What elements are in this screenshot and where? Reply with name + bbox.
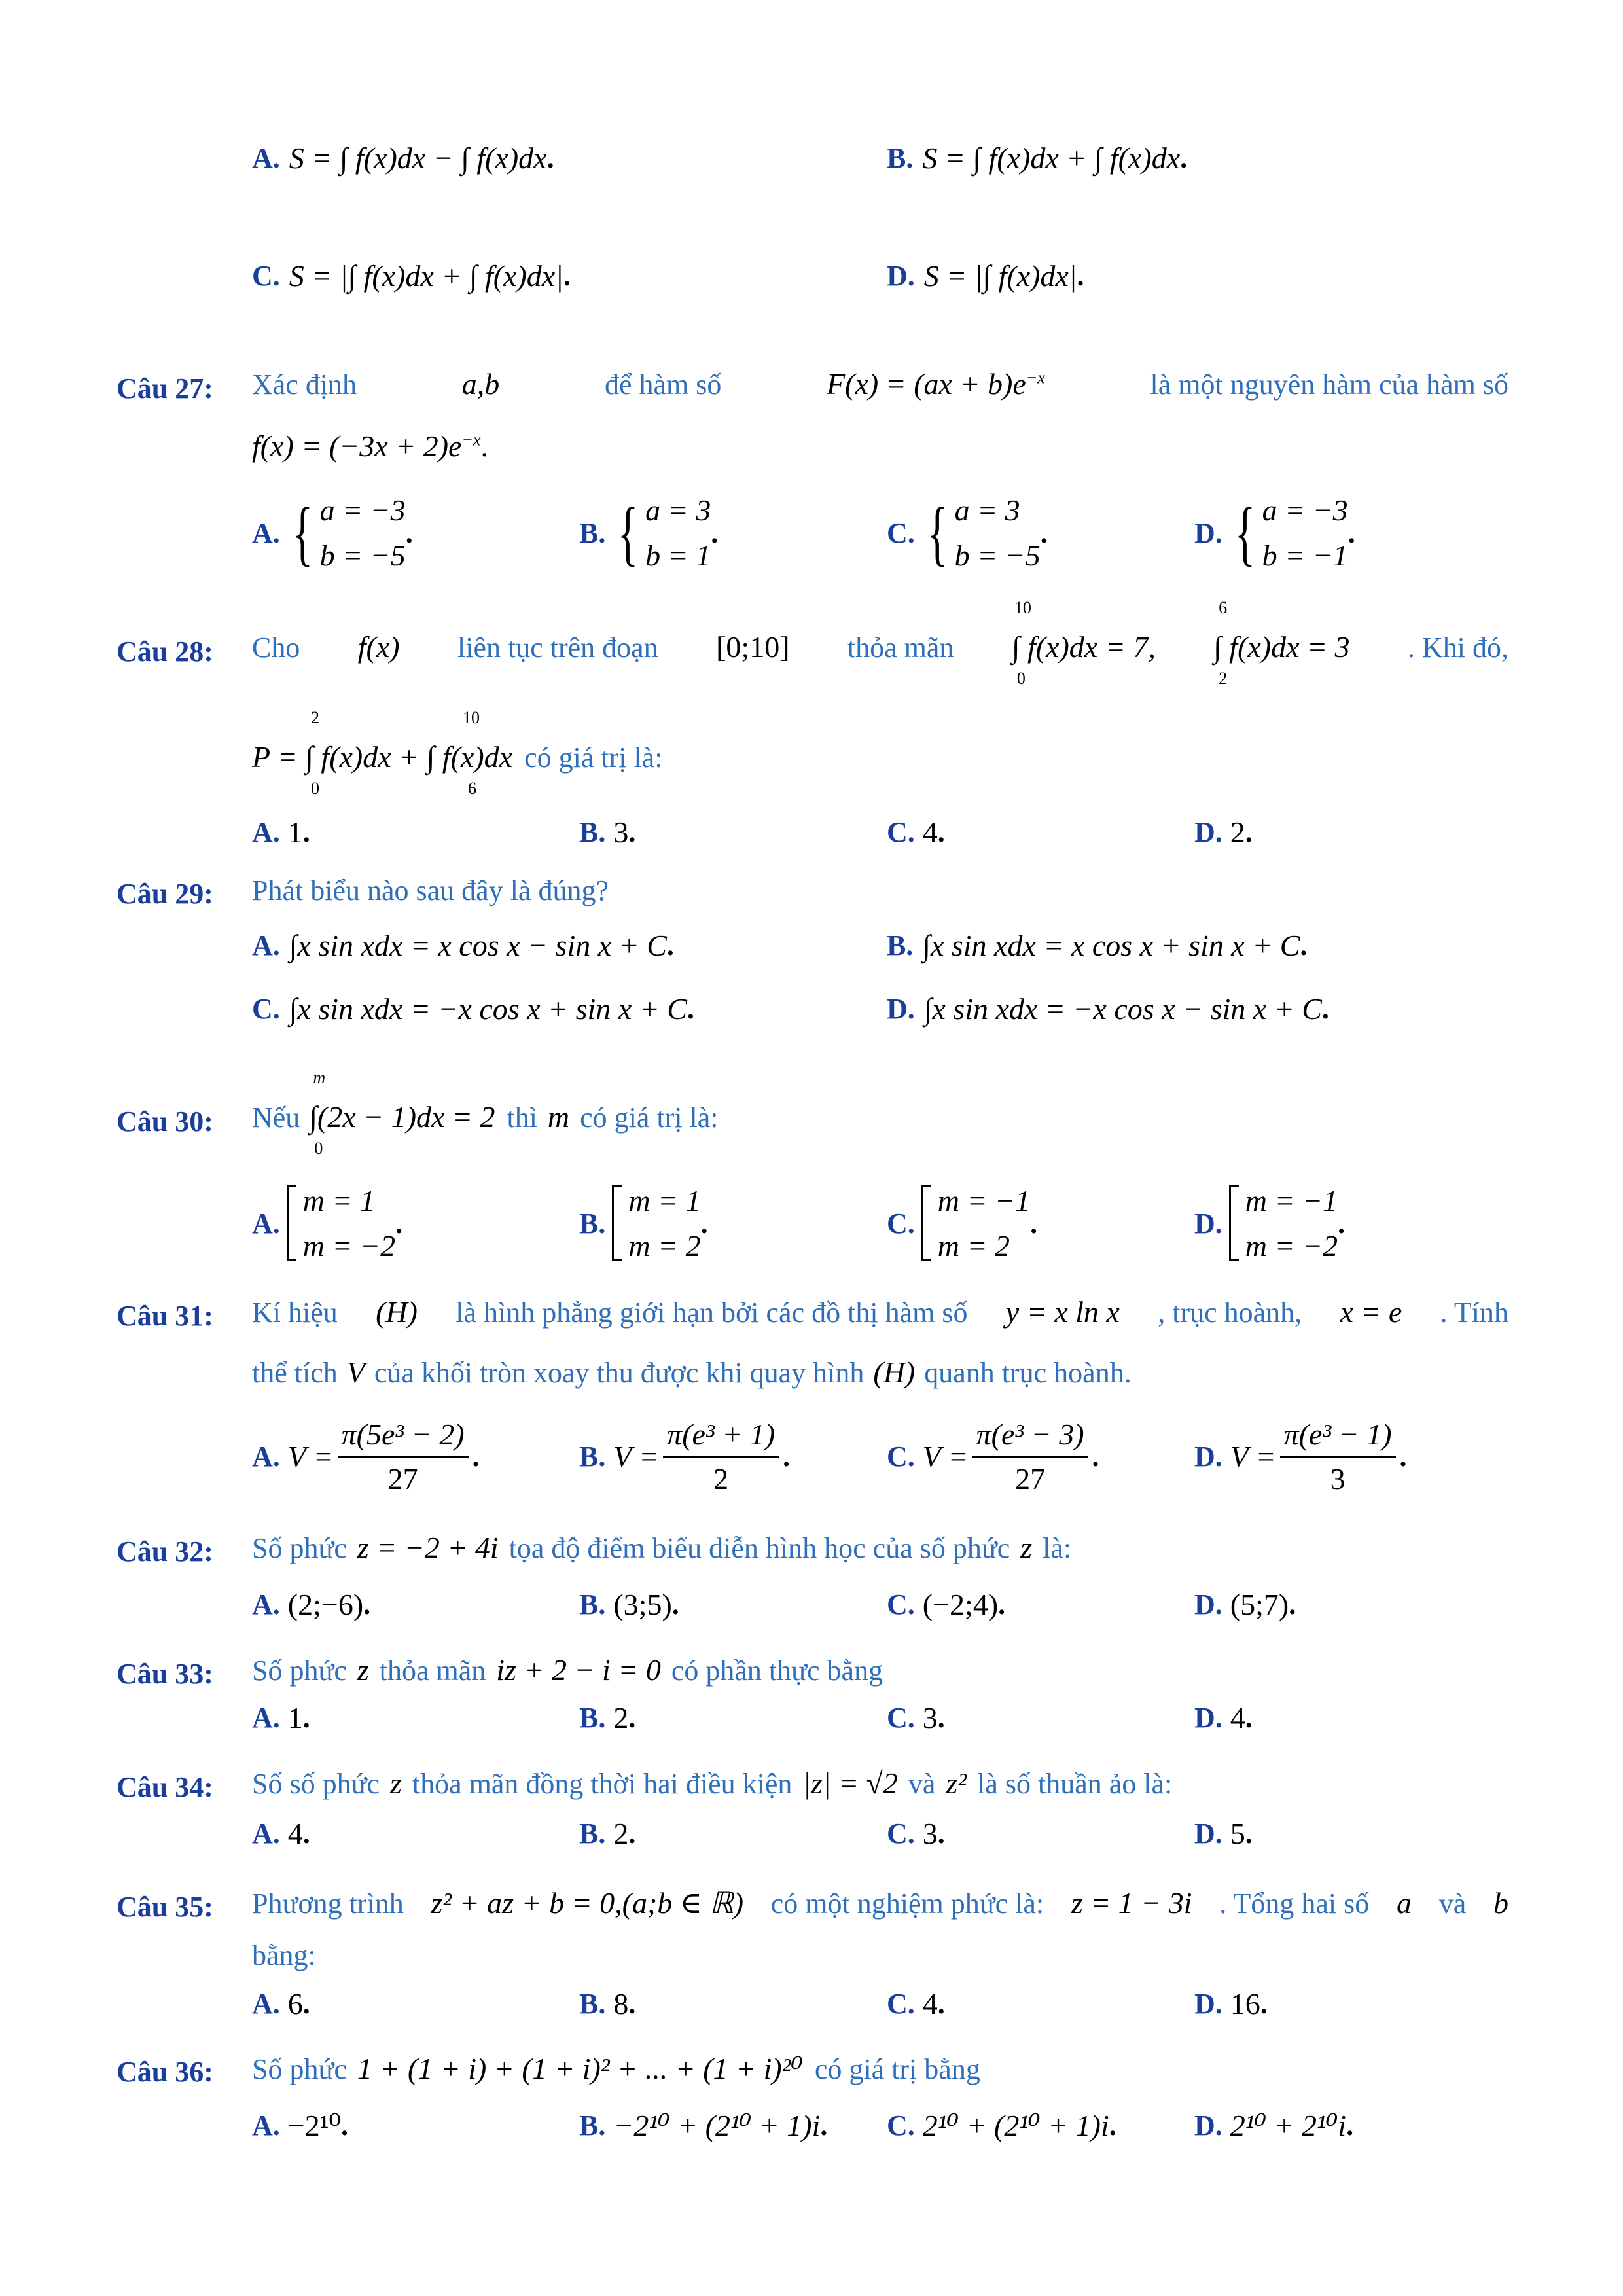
q26-option-a: A. S = ∫ f(x)dx − ∫ f(x)dx . (252, 141, 554, 175)
q26-option-b: B. S = ∫ f(x)dx + ∫ f(x)dx . (887, 141, 1188, 175)
q32-option-b: B. (3;5) . (579, 1588, 679, 1621)
q33-option-a: A. 1 . (252, 1701, 310, 1734)
q36-text: Số phức 1 + (1 + i) + (1 + i)² + ... + (1 + i)²⁰ có giá trị bằng (252, 2052, 980, 2085)
q34-text: Số số phức z thỏa mãn đồng thời hai điều kiện |z| = √2 và z² là số thuần ảo là: (252, 1767, 1173, 1800)
q36-option-b: B. −2¹⁰ + (2¹⁰ + 1)i . (579, 2109, 828, 2142)
q33-option-d: D. 4 . (1194, 1701, 1253, 1734)
q35-text: Phương trình z² + az + b = 0,(a;b ∈ ℝ) có một nghiệm phức là: z = 1 − 3i . Tổng hai số a và b (252, 1886, 1508, 1920)
question-label: Câu 33: (116, 1658, 213, 1690)
q28-option-c: C. 4 . (887, 816, 945, 849)
q28-line2: 2 0 10 6 P = ∫ f(x)dx + ∫ f(x)dx có giá trị là: (252, 708, 663, 798)
q30-option-c: C. m = −1 m = 2 . (887, 1184, 1038, 1263)
q31-option-d: D. V = $\frac{\text{π(e³ − 1)}}{3}$ . (1194, 1418, 1407, 1496)
q33-option-b: B. 2 . (579, 1701, 636, 1734)
q36-option-a: A. −2¹⁰ . (252, 2109, 348, 2142)
q32-option-d: D. (5;7) . (1194, 1588, 1296, 1621)
q28-text: Cho f(x) liên tục trên đoạn [0;10] thỏa mãn 10 0 ∫ f(x)dx = 7, 6 2 ∫ f(x)dx = 3 . Khi đó, (252, 598, 1508, 688)
q28-option-a: A. 1 . (252, 816, 310, 849)
q26-a-expr: S = ∫ f(x)dx − ∫ f(x)dx (289, 141, 547, 175)
q27-text: Xác định a,b để hàm số $F(x) = (ax + b)e^{-x}$ là một nguyên hàm của hàm số (252, 367, 1508, 401)
option-label: A. (252, 142, 280, 174)
q26-option-c: C. S = |∫ f(x)dx + ∫ f(x)dx| . (252, 259, 571, 293)
q32-text: Số phức z = −2 + 4i tọa độ điểm biểu diễn hình học của số phức z là: (252, 1531, 1072, 1564)
q27-option-d: D. { a = −3 b = −1 . (1194, 493, 1355, 573)
q32-option-c: C. (−2;4) . (887, 1588, 1006, 1621)
question-label: Câu 34: (116, 1771, 213, 1803)
question-label: Câu 36: (116, 2056, 213, 2088)
question-label: Câu 30: (116, 1105, 213, 1138)
q26-c-expr: S = |∫ f(x)dx + ∫ f(x)dx| (289, 259, 563, 293)
q35-option-c: C. 4 . (887, 1987, 945, 2020)
q31-option-b: B. V = $\frac{\text{π(e³ + 1)}}{2}$ . (579, 1418, 791, 1496)
q26-option-d: D. S = |∫ f(x)dx| . (887, 259, 1084, 293)
q27-option-b: B. { a = 3 b = 1 . (579, 493, 719, 573)
q33-text: Số phức z thỏa mãn iz + 2 − i = 0 có phần thực bằng (252, 1653, 883, 1687)
q35-option-a: A. 6 . (252, 1987, 310, 2020)
q35-line2: bằng: (252, 1939, 316, 1971)
q34-option-d: D. 5 . (1194, 1817, 1253, 1850)
q30-option-b: B. m = 1 m = 2 . (579, 1184, 708, 1263)
q31-option-a: A. V = $\frac{\text{π(5e³ − 2)}}{27}$ . (252, 1418, 480, 1496)
option-label: C. (252, 260, 280, 292)
option-label: B. (887, 142, 914, 174)
q34-option-c: C. 3 . (887, 1817, 945, 1850)
q27-option-c: C. { a = 3 b = −5 . (887, 493, 1048, 573)
question-label: Câu 28: (116, 636, 213, 668)
q34-option-b: B. 2 . (579, 1817, 636, 1850)
q27-option-a: A. { a = −3 b = −5 . (252, 493, 413, 573)
q26-b-expr: S = ∫ f(x)dx + ∫ f(x)dx (922, 141, 1181, 175)
q31-text: Kí hiệu (H) là hình phẳng giới hạn bởi các đồ thị hàm số y = x ln x , trục hoành, x = e . Tính (252, 1295, 1508, 1329)
q28-option-d: D. 2 . (1194, 816, 1253, 849)
q33-option-c: C. 3 . (887, 1701, 945, 1734)
q29-option-b: B. ∫x sin xdx = x cos x + sin x + C . (887, 929, 1308, 962)
q32-option-a: A. (2;−6) . (252, 1588, 371, 1621)
question-label: Câu 29: (116, 878, 213, 910)
question-label: Câu 31: (116, 1300, 213, 1332)
question-label: Câu 35: (116, 1891, 213, 1923)
q36-option-c: C. 2¹⁰ + (2¹⁰ + 1)i . (887, 2109, 1116, 2142)
question-label: Câu 27: (116, 372, 213, 404)
q31-option-c: C. V = $\frac{\text{π(e³ − 3)}}{27}$ . (887, 1418, 1099, 1496)
q28-option-b: B. 3 . (579, 816, 636, 849)
option-label: D. (887, 260, 915, 292)
q35-option-b: B. 8 . (579, 1987, 636, 2020)
q31-line2: thể tích V của khối tròn xoay thu được khi quay hình (H) quanh trục hoành. (252, 1355, 1132, 1389)
q27-line2: $f(x) = (-3x + 2)e^{-x}$. (252, 429, 489, 463)
q29-option-a: A. ∫x sin xdx = x cos x − sin x + C . (252, 929, 674, 962)
q26-d-expr: S = |∫ f(x)dx| (923, 259, 1077, 293)
q34-option-a: A. 4 . (252, 1817, 310, 1850)
question-label: Câu 32: (116, 1535, 213, 1568)
q30-option-a: A. m = 1 m = −2 . (252, 1184, 403, 1263)
q35-option-d: D. 16 . (1194, 1987, 1268, 2020)
q29-option-c: C. ∫x sin xdx = −x cos x + sin x + C . (252, 992, 694, 1026)
q30-text: Nếu m 0 ∫(2x − 1)dx = 2 thì m có giá trị là: (252, 1068, 719, 1158)
q30-option-d: D. m = −1 m = −2 . (1194, 1184, 1346, 1263)
q36-option-d: D. 2¹⁰ + 2¹⁰i . (1194, 2109, 1354, 2142)
q29-text: Phát biểu nào sau đây là đúng? (252, 874, 609, 906)
q29-option-d: D. ∫x sin xdx = −x cos x − sin x + C . (887, 992, 1329, 1026)
